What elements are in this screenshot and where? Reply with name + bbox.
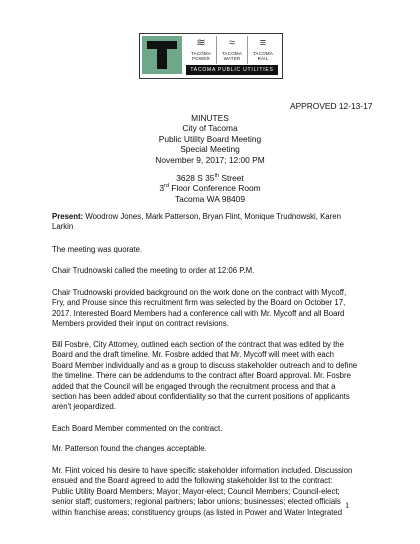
paragraph-flint: Mr. Flint voiced his desire to have specific stakeholder information included. Discussion ensued and the Board agreed to add the following stakeholder list to the contract: Public Utility Board Members; Mayor; Mayor-elect; Council Members; Council-elect; senior staff; customers; regional partners; labor unions; businesses; elected officials within franchise areas; constituency groups (as listed in Power and Water Integrated <box>52 466 353 517</box>
address-number: 3628 S 35 <box>176 173 215 183</box>
logo-units <box>186 36 278 64</box>
address-line <box>0 173 420 183</box>
logo-unit-line1: TACOMA <box>252 51 274 56</box>
t-logo-mark <box>142 36 182 74</box>
t-logo-stem <box>157 47 167 69</box>
present-paragraph <box>52 212 382 233</box>
logo-unit-line2: WATER <box>223 56 241 61</box>
page-number: 1 <box>345 500 350 510</box>
room-suffix: rd <box>164 183 169 190</box>
paragraph-fosbre: Bill Fosbre, City Attorney, outlined each section of the contract that was edited by the Board and the draft timeline. Mr. Fosbre added that Mr. Mycoff will meet with each Board Member individually and as a group to discuss stakeholder outreach and to define the timeline. There can be addendums to the contract after Board approval. Mr. Fosbre added that the Council will be engaged through the recruitment process and that a section has been added about confidentiality so that the current positions of applicants aren't jeopardized. <box>52 340 358 412</box>
room-line <box>0 183 420 193</box>
board-name: Public Utility Board Meeting <box>158 133 262 144</box>
minutes-header <box>0 113 420 165</box>
paragraph-call-to-order: Chair Trudnowski called the meeting to order at 12:06 P.M. <box>52 266 255 275</box>
rail-tracks-icon: ≡ <box>259 37 267 49</box>
meeting-datetime: November 9, 2017; 12:00 PM <box>155 154 265 165</box>
address-suffix: th <box>214 173 220 180</box>
logo-unit-line1: TACOMA <box>221 51 243 56</box>
approved-date: APPROVED 12-13-17 <box>290 101 373 111</box>
paragraph-quorate: The meeting was quorate. <box>52 245 143 254</box>
present-label: Present: <box>52 212 84 221</box>
org-name: City of Tacoma <box>182 123 238 134</box>
paragraph-patterson: Mr. Patterson found the changes acceptable. <box>52 444 207 453</box>
logo-bottom-text: TACOMA PUBLIC UTILITIES <box>186 65 278 75</box>
present-names: Woodrow Jones, Mark Patterson, Bryan Flint, Monique Trudnowski, Karen Larkin <box>52 212 341 232</box>
paragraph-background: Chair Trudnowski provided background on the work done on the contract with Mycoff, Fry, and Prouse since this recruitment firm was selected by the Board on October 17, 2017. Interested Board Members had a conference call with Mr. Mycoff and all Board Members provided their input on contract revisions. <box>52 288 347 329</box>
logo-unit-line2: POWER <box>191 56 210 61</box>
power-lines-icon: ≋ <box>196 37 206 49</box>
address-street: Street <box>219 173 244 183</box>
logo-unit-power <box>186 36 216 64</box>
room-name: Floor Conference Room <box>168 183 261 194</box>
paragraph-comments: Each Board Member commented on the contract. <box>52 424 223 433</box>
city-line: Tacoma WA 98409 <box>175 193 245 204</box>
logo-unit-line2: RAIL <box>257 56 269 61</box>
meeting-location <box>0 173 420 204</box>
logo-unit-rail <box>247 36 278 64</box>
tacoma-public-utilities-logo <box>139 33 283 79</box>
room-number: 3 <box>159 183 165 194</box>
logo-unit-line1: TACOMA <box>190 51 212 56</box>
meeting-type: Special Meeting <box>180 144 240 155</box>
water-waves-icon: ≈ <box>228 37 236 49</box>
logo-unit-water <box>216 36 247 64</box>
minutes-title: MINUTES <box>191 113 229 123</box>
